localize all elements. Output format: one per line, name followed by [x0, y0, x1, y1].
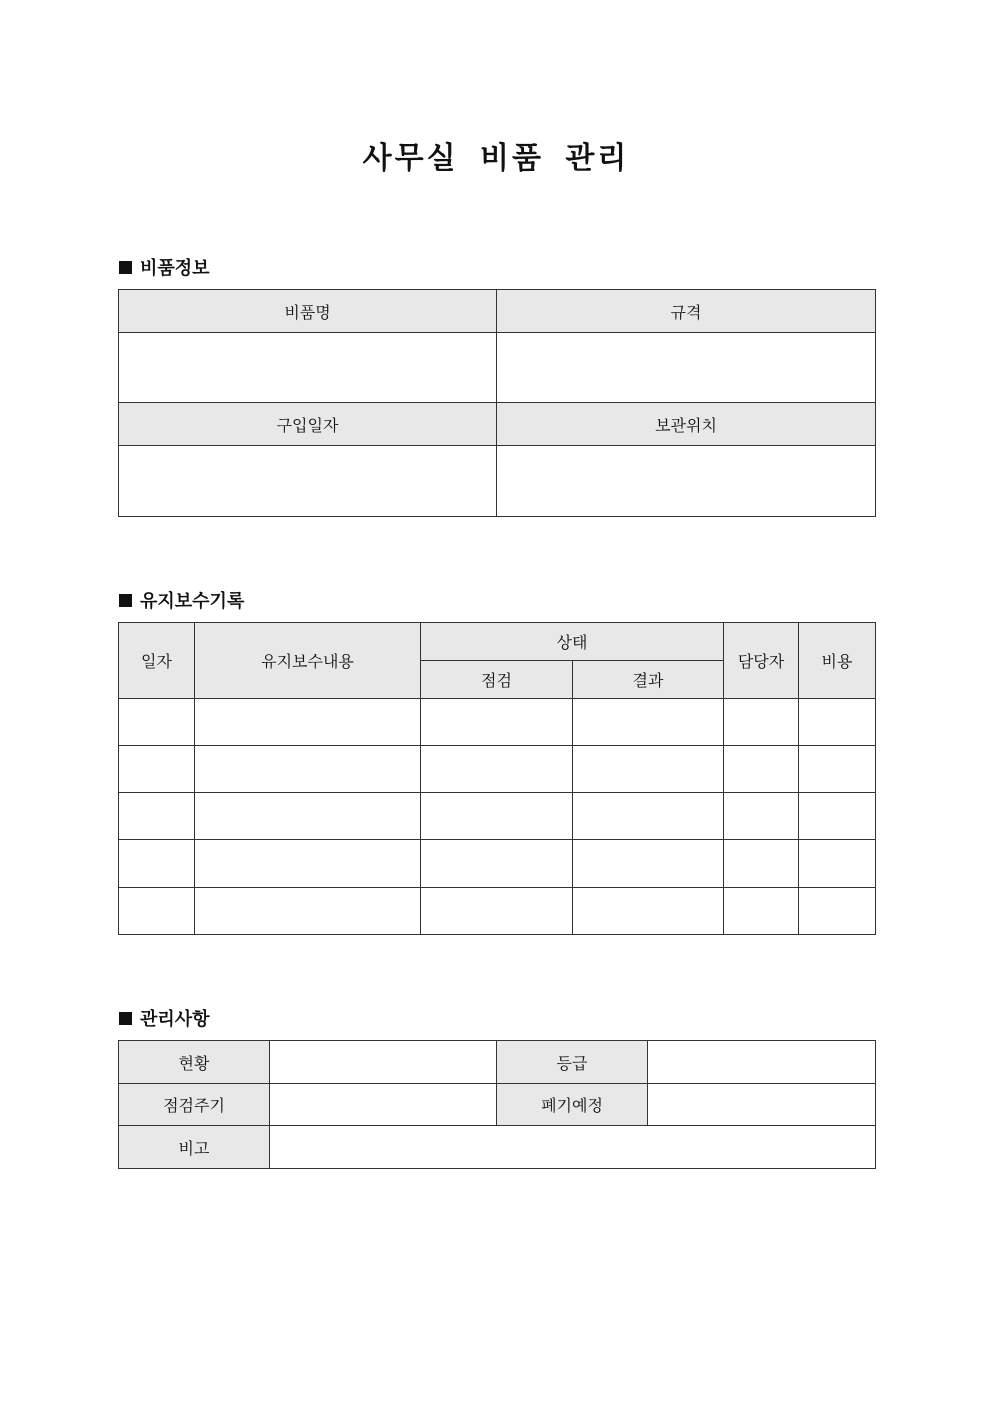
- label-item-name: 비품명: [119, 290, 497, 333]
- section-heading-label: 관리사항: [140, 1009, 210, 1030]
- col-cost: 비용: [799, 623, 876, 699]
- table-row: [119, 746, 876, 793]
- result-cell[interactable]: [573, 840, 724, 888]
- table-row: [119, 1126, 876, 1169]
- content-cell[interactable]: [195, 793, 421, 840]
- item-info-table: [118, 289, 876, 517]
- label-current-status: 현황: [119, 1041, 270, 1084]
- section-heading-maintenance: [119, 587, 244, 613]
- col-result: 결과: [573, 661, 724, 699]
- col-inspection: 점검: [421, 661, 573, 699]
- label-storage-location: 보관위치: [497, 403, 876, 446]
- content-cell[interactable]: [195, 888, 421, 935]
- item-name-cell[interactable]: [119, 333, 497, 403]
- table-row: [119, 290, 876, 333]
- label-spec: 규격: [497, 290, 876, 333]
- section-heading-item-info: [119, 254, 210, 280]
- grade-cell[interactable]: [648, 1041, 876, 1084]
- purchase-date-cell[interactable]: [119, 446, 497, 517]
- table-row: [119, 793, 876, 840]
- inspection-cell[interactable]: [421, 793, 573, 840]
- result-cell[interactable]: [573, 888, 724, 935]
- label-disposal-plan: 폐기예정: [497, 1084, 648, 1126]
- col-manager: 담당자: [724, 623, 799, 699]
- label-purchase-date: 구입일자: [119, 403, 497, 446]
- cost-cell[interactable]: [799, 888, 876, 935]
- result-cell[interactable]: [573, 746, 724, 793]
- cost-cell[interactable]: [799, 793, 876, 840]
- table-row: [119, 1041, 876, 1084]
- result-cell[interactable]: [573, 699, 724, 746]
- square-bullet-icon: [119, 594, 132, 607]
- cost-cell[interactable]: [799, 746, 876, 793]
- date-cell[interactable]: [119, 746, 195, 793]
- date-cell[interactable]: [119, 699, 195, 746]
- content-cell[interactable]: [195, 746, 421, 793]
- inspection-cell[interactable]: [421, 746, 573, 793]
- table-row: [119, 840, 876, 888]
- manager-cell[interactable]: [724, 840, 799, 888]
- col-status: 상태: [421, 623, 724, 661]
- result-cell[interactable]: [573, 793, 724, 840]
- label-remarks: 비고: [119, 1126, 270, 1169]
- inspection-cell[interactable]: [421, 699, 573, 746]
- date-cell[interactable]: [119, 888, 195, 935]
- table-row: [119, 333, 876, 403]
- manager-cell[interactable]: [724, 699, 799, 746]
- manager-cell[interactable]: [724, 793, 799, 840]
- maintenance-table: [118, 622, 876, 935]
- content-cell[interactable]: [195, 840, 421, 888]
- management-table: [118, 1040, 876, 1169]
- storage-location-cell[interactable]: [497, 446, 876, 517]
- col-date: 일자: [119, 623, 195, 699]
- section-heading-label: 비품정보: [140, 258, 210, 279]
- remarks-cell[interactable]: [270, 1126, 876, 1169]
- inspection-cycle-cell[interactable]: [270, 1084, 497, 1126]
- table-row: [119, 403, 876, 446]
- disposal-plan-cell[interactable]: [648, 1084, 876, 1126]
- content-cell[interactable]: [195, 699, 421, 746]
- page-title: 사무실 비품 관리: [362, 141, 630, 176]
- current-status-cell[interactable]: [270, 1041, 497, 1084]
- cost-cell[interactable]: [799, 699, 876, 746]
- section-heading-management: [119, 1005, 210, 1031]
- cost-cell[interactable]: [799, 840, 876, 888]
- table-row: [119, 446, 876, 517]
- section-heading-label: 유지보수기록: [140, 591, 245, 612]
- table-row: [119, 1084, 876, 1126]
- label-grade: 등급: [497, 1041, 648, 1084]
- inspection-cell[interactable]: [421, 888, 573, 935]
- date-cell[interactable]: [119, 840, 195, 888]
- col-content: 유지보수내용: [195, 623, 421, 699]
- table-header-row: [119, 623, 876, 661]
- manager-cell[interactable]: [724, 888, 799, 935]
- spec-cell[interactable]: [497, 333, 876, 403]
- inspection-cell[interactable]: [421, 840, 573, 888]
- square-bullet-icon: [119, 1012, 132, 1025]
- table-row: [119, 888, 876, 935]
- table-row: [119, 699, 876, 746]
- manager-cell[interactable]: [724, 746, 799, 793]
- date-cell[interactable]: [119, 793, 195, 840]
- label-inspection-cycle: 점검주기: [119, 1084, 270, 1126]
- square-bullet-icon: [119, 261, 132, 274]
